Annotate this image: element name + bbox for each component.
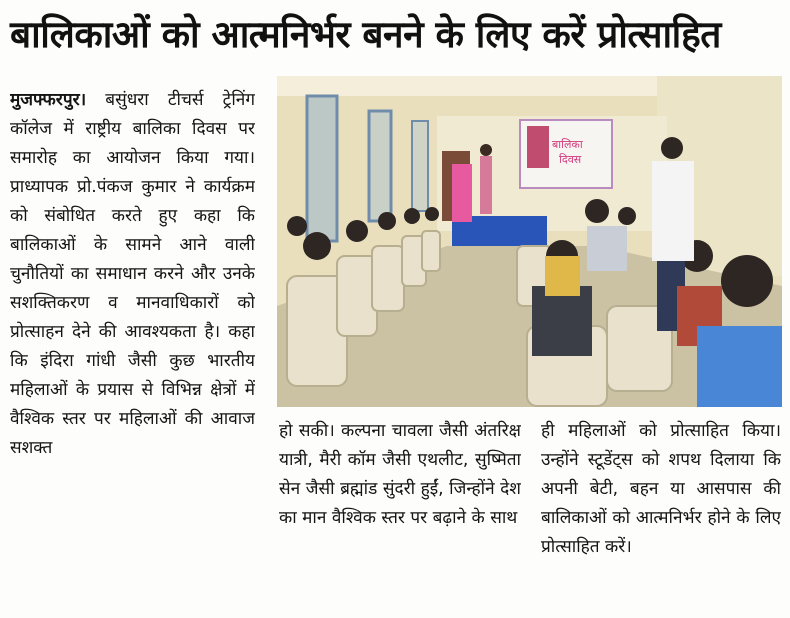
article-column-left [10, 86, 255, 608]
event-photo [277, 76, 782, 407]
banner-text-2: दिवस [559, 153, 582, 166]
article-text-left: बसुंधरा टीचर्स ट्रेनिंग कॉलेज में राष्ट्रीय बालिका दिवस पर समारोह का आयोजन किया गया। प्राध्यापक प्रो.पंकज कुमार ने कार्यक्रम को संबोधित करते हुए कहा कि बालिकाओं के सामने आने वाली चुनौतियों का समाधान करने और उनके सशक्तिकरण व मानवाधिकारों को प्रोत्साहन देने की आवश्यकता है। कहा कि इंदिरा गांधी जैसी कुछ भारतीय महिलाओं के प्रयास से विभिन्न क्षेत्रों में वैश्विक स्तर पर महिलाओं की आवाज सशक्त [10, 90, 255, 458]
banner-text-1: बालिका [552, 138, 583, 151]
dateline: मुजफ्फरपुर। [10, 90, 87, 110]
article-column-right: ही महिलाओं को प्रोत्साहित किया। उन्होंने स्टूडेंट्स को शपथ दिलाया कि अपनी बेटी, बहन या आसपास की बालिकाओं को आत्मनिर्भर होने के लिए प्रोत्साहित करें। [541, 421, 781, 557]
article-column-middle: हो सकी। कल्पना चावला जैसी अंतरिक्ष यात्री, मैरी कॉम जैसी एथलीट, सुष्मिता सेन जैसी ब्रह्मांड सुंदरी हुईं, जिन्होंने देश का मान वैश्विक स्तर पर बढ़ाने के साथ [279, 421, 521, 528]
headline: बालिकाओं को आत्मनिर्भर बनने के लिए करें प्रोत्साहित [10, 13, 721, 56]
